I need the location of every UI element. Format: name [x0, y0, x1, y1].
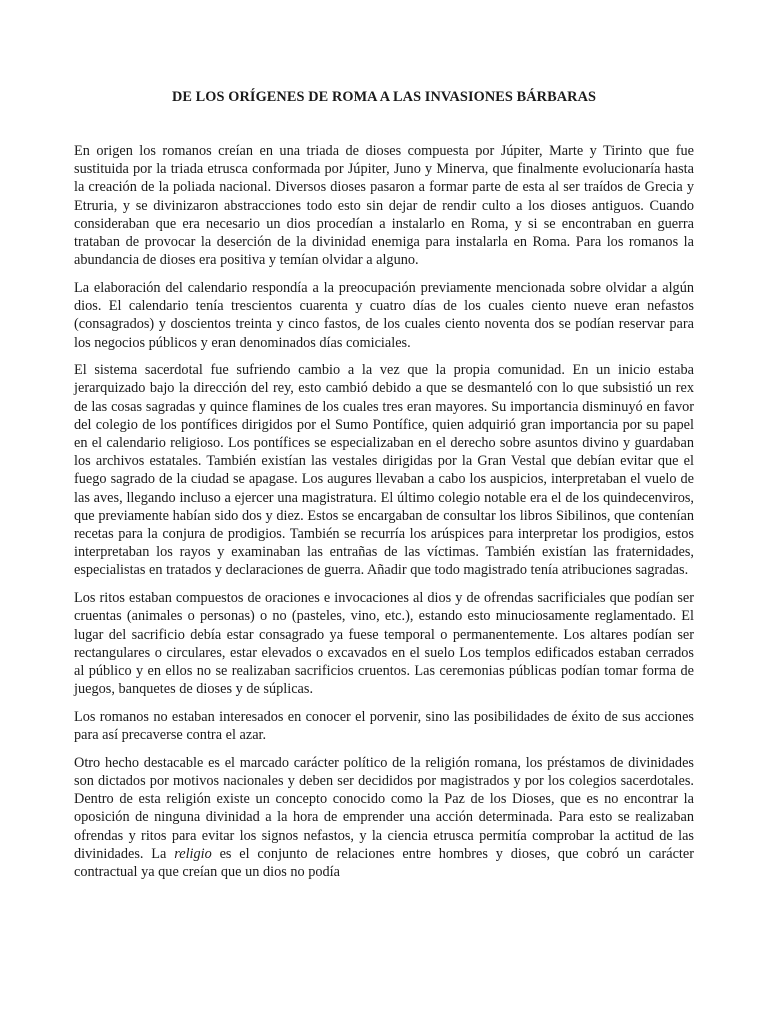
- paragraph-rites: Los ritos estaban compuestos de oraciones e invocaciones al dios y de ofrendas sacrificiales que podían ser cruentas (animales o personas) o no (pasteles, vino, etc.), estando esto minuciosamente reglamentado. El lugar del sacrificio debía estar consagrado ya fuese temporal o permanentemente. Los altares podían ser rectangulares o circulares, estar elevados o excavados en el suelo Los templos edificados estaban cerrados al público y en ellos no se realizaban sacrificios cruentos. Las ceremonias públicas podían tomar forma de juegos, banquetes de dioses y de súplicas.: [74, 590, 694, 698]
- paragraph-future: Los romanos no estaban interesados en conocer el porvenir, sino las posibilidades de éxito de sus acciones para así precaverse contra el azar.: [74, 708, 694, 744]
- document-title: DE LOS ORÍGENES DE ROMA A LAS INVASIONES BÁRBARAS: [171, 89, 597, 105]
- paragraph-political-character: [74, 754, 694, 881]
- paragraph-priesthood: El sistema sacerdotal fue sufriendo cambio a la vez que la propia comunidad. En un inicio estaba jerarquizado bajo la dirección del rey, esto cambió debido a que se desmanteló con lo que subsistió un rex de las cosas sagradas y quince flamines de los cuales tres eran mayores. Su importancia disminuyó en favor del colegio de los pontífices dirigidos por el Sumo Pontífice, quien adquirió gran importancia por su papel en el calendario religioso. Los pontífices se especializaban en el derecho sobre asuntos divino y guardaban los archivos estatales. También existían las vestales dirigidas por la Gran Vestal que debían evitar que el fuego sagrado de la ciudad se apagase. Los augures llevaban a cabo los auspicios, interpretaban el vuelo de las aves, llegando incluso a ejercer una magistratura. El último colegio notable era el de los quindecenviros, que previamente habían sido dos y diez. Estos se encargaban de consultar los libros Sibilinos, que contenían recetas para la conjura de prodigios. También se recurría los arúspices para interpretar los prodigios, estos interpretaban los rayos y examinaban las entrañas de las víctimas. También existían las fraternidades, especialistas en tratados y declaraciones de guerra. Añadir que todo magistrado tenía atribuciones sagradas.: [74, 362, 694, 579]
- paragraph-triad-of-gods: En origen los romanos creían en una triada de dioses compuesta por Júpiter, Marte y Tirinto que fue sustituida por la triada etrusca conformada por Júpiter, Juno y Minerva, que finalmente evolucionaría hasta la creación de la poliada nacional. Diversos dioses pasaron a formar parte de esta al ser traídos de Grecia y Etruria, y se divinizaron abstracciones todo esto sin dejar de rendir culto a los dioses antiguos. Cuando consideraban que era necesario un dios procedían a instalarlo en Roma, y si se encontraban en guerra trataban de provocar la deserción de la divinidad enemiga para instalarla en Roma. Para los romanos la abundancia de dioses era positiva y temían olvidar a alguno.: [74, 143, 694, 269]
- paragraph-calendar: La elaboración del calendario respondía a la preocupación previamente mencionada sobre olvidar a algún dios. El calendario tenía trescientos cuarenta y cuatro días de los cuales ciento nueve eran nefastos (consagrados) y doscientos treinta y cinco fastos, de los cuales ciento noventa dos se podían reservar para los negocios públicos y eran denominados días comiciales.: [74, 279, 694, 351]
- italic-term-religio: religio: [174, 845, 212, 862]
- paragraph-text-after: es el conjunto de relaciones entre hombres y dioses, que cobró un carácter contractual ya que creían que un dios no podía: [74, 845, 694, 881]
- document-page: [74, 88, 694, 891]
- paragraph-text-before: Otro hecho destacable es el marcado carácter político de la religión romana, los préstamos de divinidades son dictados por motivos nacionales y deben ser decididos por magistrados y por los colegios sacerdotales. Dentro de esta religión existe un concepto conocido como la Paz de los Dioses, que es no encontrar la oposición de ninguna divinidad a la hora de emprender una acción determinada. Para esto se realizaban ofrendas y ritos para evitar los signos nefastos, y la ciencia etrusca permitía comprobar la actitud de las divinidades. La: [74, 754, 694, 862]
